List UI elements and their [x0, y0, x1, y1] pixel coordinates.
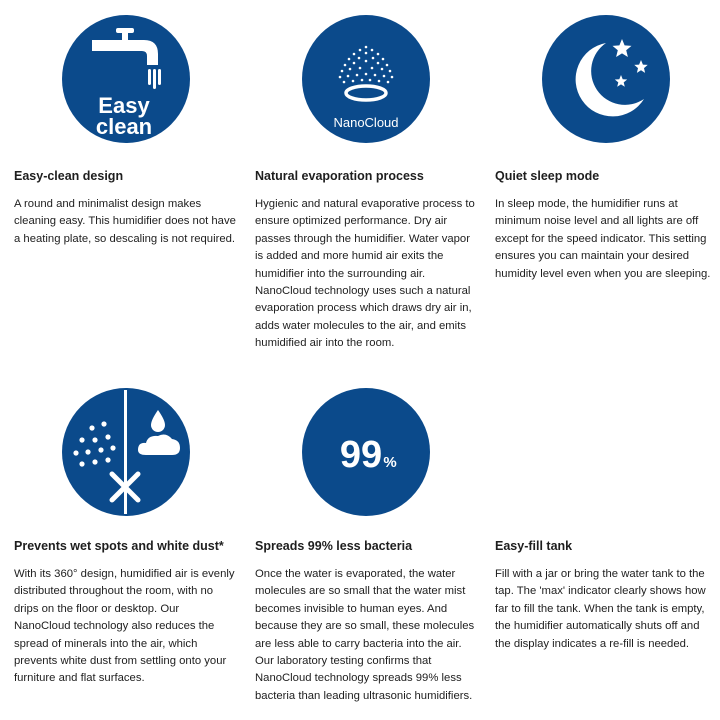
feature-less-bacteria — [240, 360, 480, 720]
no-wet-spots-icon — [62, 388, 190, 516]
feature-description: With its 360° design, humidified air is evenly distributed throughout the room, with no drips on the floor or desktop. Our NanoCloud technology also reduces the spread of minerals into the air, which prevents white dust from settling onto your furniture and flat surfaces. — [14, 568, 235, 685]
feature-title: Natural evaporation process — [255, 169, 424, 183]
feature-title: Prevents wet spots and white dust* — [14, 539, 224, 553]
feature-title: Easy-fill tank — [495, 539, 573, 553]
mist-dots — [339, 46, 394, 84]
percent-99-icon — [302, 388, 430, 516]
water-drop-icon — [151, 410, 165, 432]
feature-description: Once the water is evaporated, the water molecules are so small that the water mist becomes invisible to human eyes. And because they are so small, these molecules are less able to carry bacteria into the air. Our laboratory testing confirms that NanoCloud technology spreads 99% less bacteria than leading ultrasonic humidifiers. — [255, 568, 475, 702]
feature-prevents-wet-spots — [0, 360, 240, 720]
feature-title: Spreads 99% less bacteria — [255, 539, 413, 553]
feature-quiet-sleep — [480, 0, 720, 360]
nanocloud-icon — [302, 15, 430, 143]
mineral-dots — [73, 421, 115, 466]
nanocloud-label: NanoCloud — [333, 115, 399, 130]
feature-description: Hygienic and natural evaporative process to ensure optimized performance. Dry air passes through the humidifier. Water vapor is added and more humid air exits the humidifier into the surrounding air. NanoCloud technology uses such a natural evaporation process which draws dry air in, adds water molecules to the air, and emits humidified air into the room. — [255, 198, 475, 350]
feature-natural-evaporation — [240, 0, 480, 360]
star-icon — [615, 75, 627, 87]
easy-clean-tap-icon — [62, 15, 190, 143]
moon-shape — [576, 43, 644, 116]
feature-description: A round and minimalist design makes cleaning easy. This humidifier does not have a heating plate, so descaling is not required. — [14, 198, 236, 245]
star-icon — [613, 39, 632, 57]
feature-easy-fill-tank — [480, 360, 720, 720]
ring — [346, 86, 386, 100]
cloud-icon — [138, 435, 180, 455]
easy-label: Easy — [98, 93, 150, 118]
star-icon — [634, 60, 647, 73]
feature-description: In sleep mode, the humidifier runs at minimum noise level and all lights are off except for the speed indicator. This setting ensures you can maintain your desired humidity level even when you are sleeping. — [495, 198, 711, 280]
feature-title: Quiet sleep mode — [495, 169, 600, 183]
feature-title: Easy-clean design — [14, 169, 124, 183]
divider-line — [124, 390, 127, 514]
moon-stars-icon — [542, 15, 670, 143]
percent-number: 99 — [339, 434, 383, 476]
feature-easy-clean — [0, 0, 240, 360]
percent-sign: % — [383, 454, 397, 471]
feature-description: Fill with a jar or bring the water tank to the tap. The 'max' indicator clearly shows how far to fill the tank. When the tank is empty, the humidifier automatically shuts off and the display indicates a re-fill is needed. — [495, 568, 706, 650]
clean-label: clean — [95, 114, 153, 139]
